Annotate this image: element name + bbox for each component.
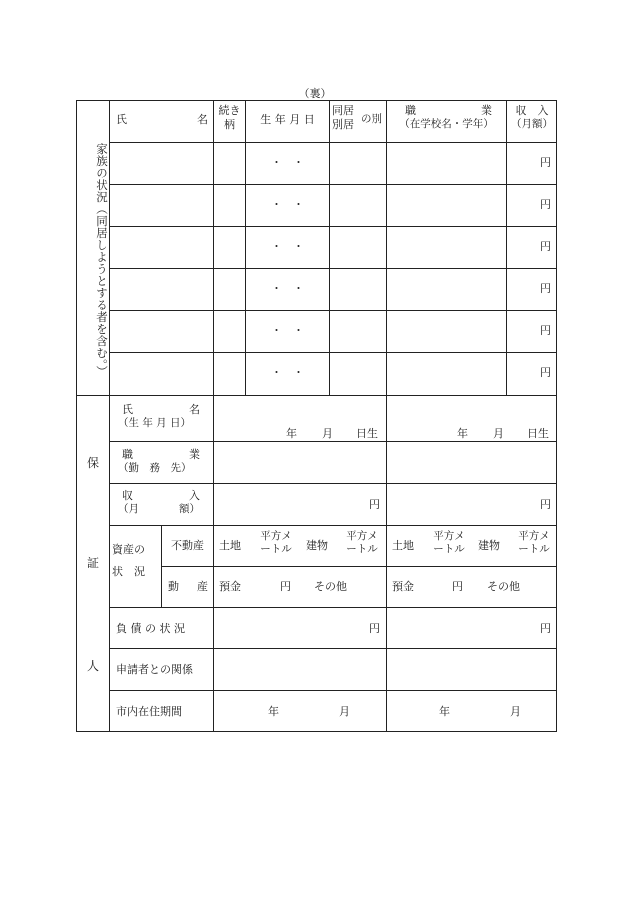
guarantor-section-char-1: 保 xyxy=(86,456,99,470)
guarantor-1-deposit-label: 預金 xyxy=(219,580,241,593)
guarantor-2-birth-month: 月 xyxy=(493,427,504,440)
family-row-5-yen: 円 xyxy=(540,324,551,337)
family-header-birth: 生 年 月 日 xyxy=(260,113,315,126)
guarantor-2-building-sqm-1: 平方メ xyxy=(518,530,550,542)
guarantor-job-label xyxy=(112,448,212,475)
family-header-job xyxy=(387,104,506,131)
guarantor-2-birth-day: 日生 xyxy=(527,427,549,440)
guarantor-income-label xyxy=(112,489,212,516)
guarantor-1-income-yen: 円 xyxy=(369,498,380,511)
guarantor-name-label-left: 氏 xyxy=(122,403,133,416)
family-row-6-dots: ・ ・ xyxy=(271,366,304,379)
family-header-name xyxy=(116,113,208,127)
guarantor-1-other-label: その他 xyxy=(314,580,347,593)
guarantor-1-land-sqm-1: 平方メ xyxy=(260,530,292,542)
guarantor-2-building-sqm-2: ートル xyxy=(518,543,550,556)
family-header-income-1: 収 入 xyxy=(515,104,549,117)
guarantor-realestate-label: 不動産 xyxy=(171,539,204,552)
guarantor-residence-label: 市内在住期間 xyxy=(116,705,182,718)
family-header-relation xyxy=(214,104,245,132)
guarantor-2-land-label: 土地 xyxy=(392,539,414,552)
guarantor-income-label-sub-right: 額） xyxy=(179,502,200,515)
family-header-income-2: （月額） xyxy=(511,117,553,130)
guarantor-name-label-right: 名 xyxy=(189,403,200,416)
page-label: （裏） xyxy=(298,87,332,100)
guarantor-1-building-label: 建物 xyxy=(306,539,328,552)
guarantor-1-building-sqm xyxy=(340,530,384,556)
family-row-3-dots: ・ ・ xyxy=(271,240,304,253)
family-header-cohab-2: 別居 xyxy=(332,117,354,131)
family-row-3-yen: 円 xyxy=(540,240,551,253)
guarantor-2-building-sqm xyxy=(512,530,556,556)
guarantor-income-label-right: 入 xyxy=(189,489,200,502)
guarantor-1-land-label: 土地 xyxy=(219,539,241,552)
guarantor-section-char-3: 人 xyxy=(86,659,99,673)
guarantor-income-label-sub-left: （月 xyxy=(118,502,139,515)
family-header-name-left: 氏 xyxy=(116,113,127,126)
guarantor-movable-label xyxy=(168,580,208,594)
guarantor-2-land-sqm xyxy=(427,530,471,556)
guarantor-2-land-sqm-1: 平方メ xyxy=(433,530,465,542)
guarantor-relation-label: 申請者との関係 xyxy=(116,663,193,676)
guarantor-section-char-2: 証 xyxy=(86,556,99,570)
family-row-2-dots: ・ ・ xyxy=(271,198,304,211)
guarantor-movable-label-right: 産 xyxy=(197,580,208,593)
guarantor-1-birth-year: 年 xyxy=(286,427,297,440)
family-header-job-sub: （在学校名・学年） xyxy=(399,117,494,130)
guarantor-assets-label-1: 資産の xyxy=(112,543,145,556)
family-row-1-yen: 円 xyxy=(540,156,551,169)
guarantor-name-label-sub: （生 年 月 日） xyxy=(118,416,192,429)
guarantor-2-residence-month: 月 xyxy=(510,705,521,718)
family-section-label: 家族の状況（同居しようとする者を含む。） xyxy=(95,142,109,378)
guarantor-2-land-sqm-2: ートル xyxy=(433,543,465,556)
guarantor-1-birth-day: 日生 xyxy=(356,427,378,440)
guarantor-job-label-left: 職 xyxy=(122,448,133,461)
guarantor-movable-label-left: 動 xyxy=(168,580,179,593)
family-header-relation-1: 続き xyxy=(218,104,241,117)
guarantor-1-building-sqm-2: ートル xyxy=(346,543,378,556)
guarantor-2-income-yen: 円 xyxy=(540,498,551,511)
guarantor-1-residence-month: 月 xyxy=(339,705,350,718)
guarantor-2-deposit-yen: 円 xyxy=(452,580,463,593)
guarantor-2-residence-year: 年 xyxy=(439,705,450,718)
guarantor-assets-label-2: 状 況 xyxy=(112,564,145,578)
family-row-1-dots: ・ ・ xyxy=(271,156,304,169)
family-row-5-dots: ・ ・ xyxy=(271,324,304,337)
family-header-cohab-suffix: の別 xyxy=(361,113,382,125)
family-row-6-yen: 円 xyxy=(540,366,551,379)
guarantor-2-deposit-label: 預金 xyxy=(392,580,414,593)
family-header-job-right: 業 xyxy=(481,104,492,117)
family-row-4-dots: ・ ・ xyxy=(271,282,304,295)
family-row-4-yen: 円 xyxy=(540,282,551,295)
family-header-job-left: 職 xyxy=(405,104,416,117)
family-row-2-yen: 円 xyxy=(540,198,551,211)
guarantor-job-label-sub: （勤 務 先） xyxy=(118,461,192,474)
guarantor-2-building-label: 建物 xyxy=(478,539,500,552)
family-header-cohab-1: 同居 xyxy=(332,104,354,117)
guarantor-name-label xyxy=(112,403,212,430)
guarantor-1-birth-month: 月 xyxy=(322,427,333,440)
guarantor-1-land-sqm xyxy=(254,530,298,556)
guarantor-1-debt-yen: 円 xyxy=(369,622,380,635)
family-header-income xyxy=(507,104,557,131)
guarantor-1-residence-year: 年 xyxy=(268,705,279,718)
family-header-relation-2: 柄 xyxy=(224,117,235,131)
guarantor-assets-label xyxy=(112,543,160,579)
guarantor-2-debt-yen: 円 xyxy=(540,622,551,635)
guarantor-1-building-sqm-1: 平方メ xyxy=(346,530,378,542)
family-header-name-right: 名 xyxy=(197,113,208,126)
guarantor-job-label-right: 業 xyxy=(189,448,200,461)
guarantor-income-label-left: 収 xyxy=(122,489,133,502)
guarantor-1-deposit-yen: 円 xyxy=(280,580,291,593)
guarantor-2-other-label: その他 xyxy=(487,580,520,593)
guarantor-2-birth-year: 年 xyxy=(457,427,468,440)
guarantor-debt-label: 負 債 の 状 況 xyxy=(116,622,185,635)
guarantor-1-land-sqm-2: ートル xyxy=(260,543,292,556)
